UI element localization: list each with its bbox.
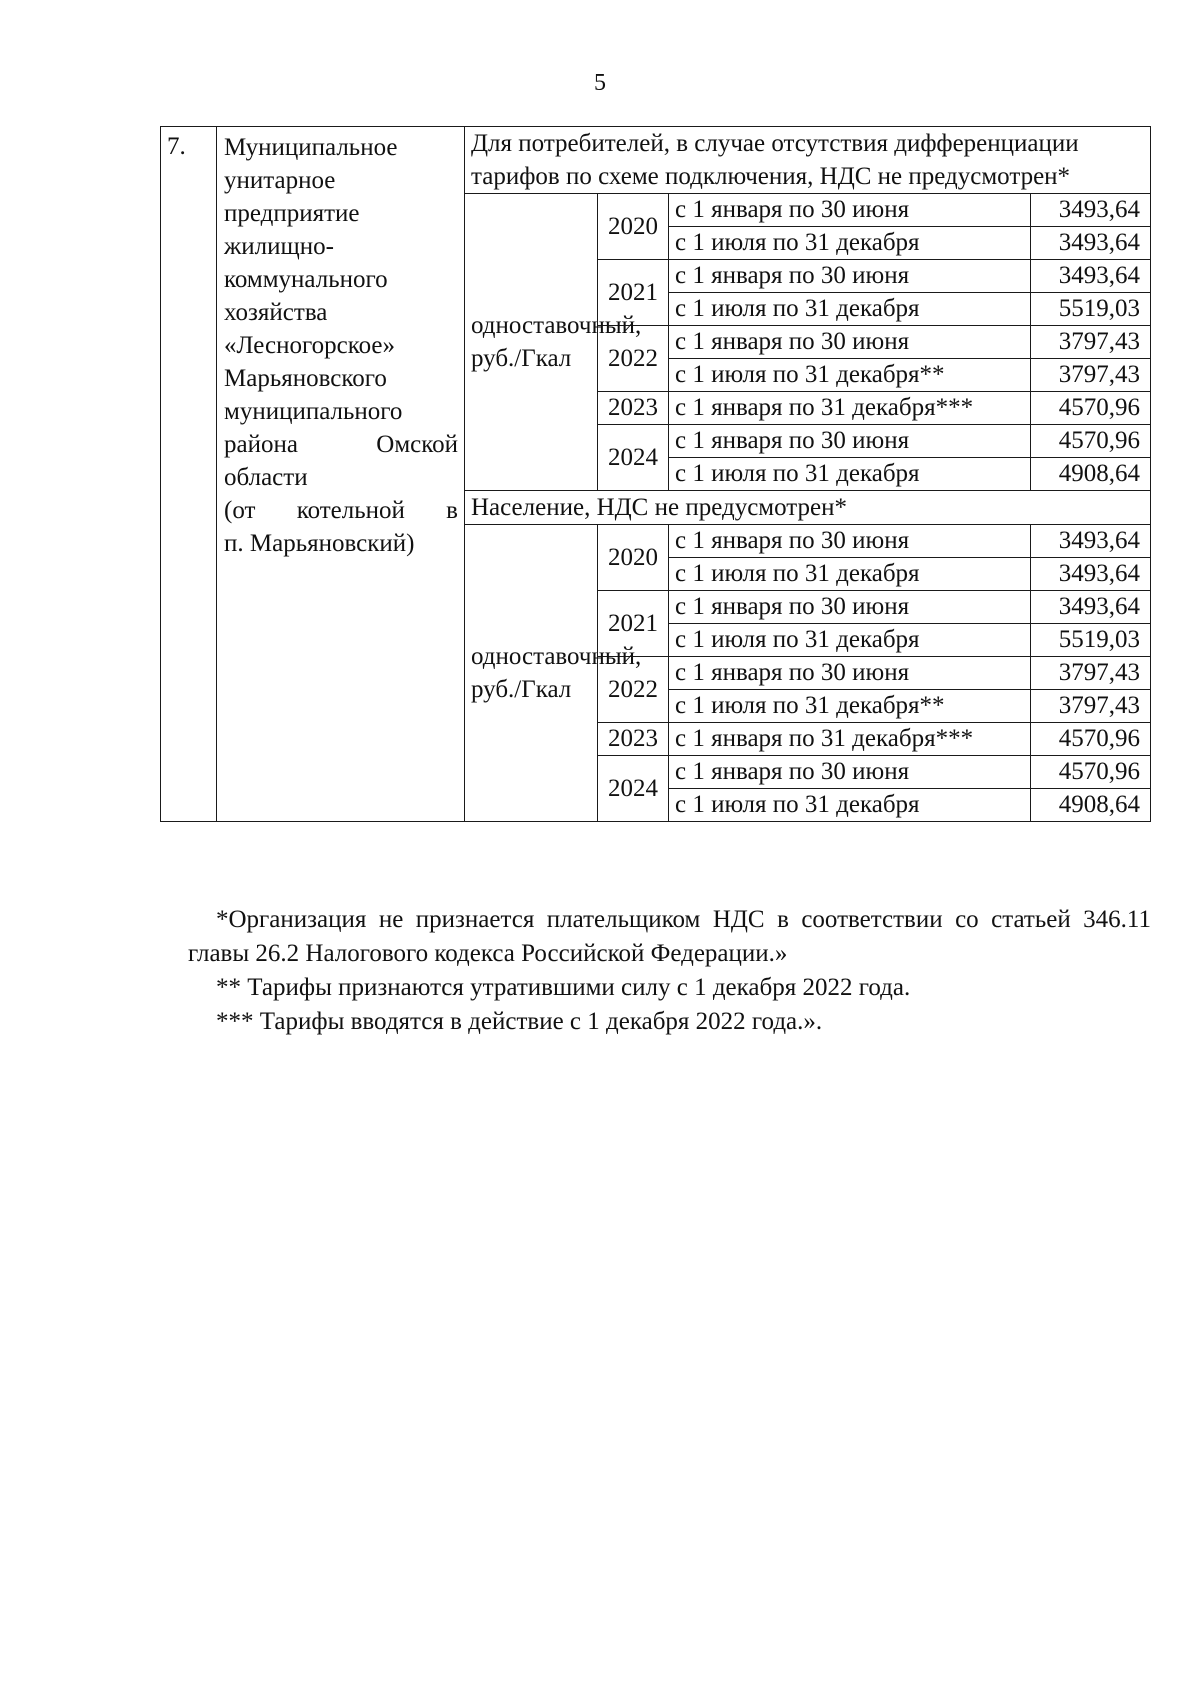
tariff-unit-cell: одноставочный, руб./Гкал (465, 525, 598, 822)
tariff-table (160, 126, 1151, 822)
period-cell: с 1 июля по 31 декабря (669, 458, 1031, 491)
tariff-value-cell: 3493,64 (1031, 227, 1151, 260)
tariff-value-cell: 3493,64 (1031, 260, 1151, 293)
period-cell: с 1 января по 31 декабря*** (669, 392, 1031, 425)
period-cell: с 1 января по 31 декабря*** (669, 723, 1031, 756)
tariff-unit-cell: одноставочный, руб./Гкал (465, 194, 598, 491)
organization-name-line: «Лесногорское» (224, 332, 395, 359)
year-cell: 2023 (598, 392, 669, 425)
group-heading-row (161, 127, 1151, 194)
group-heading: Население, НДС не предусмотрен* (465, 491, 1151, 525)
tariff-value-cell: 5519,03 (1031, 624, 1151, 657)
tariff-value-cell: 3797,43 (1031, 657, 1151, 690)
organization-name-line: коммунального (224, 266, 388, 293)
year-cell: 2024 (598, 756, 669, 822)
footnotes (188, 903, 1151, 1039)
tariff-value-cell: 3797,43 (1031, 690, 1151, 723)
period-cell: с 1 июля по 31 декабря (669, 293, 1031, 326)
period-cell: с 1 января по 30 июня (669, 260, 1031, 293)
tariff-value-cell: 4570,96 (1031, 392, 1151, 425)
tariff-value-cell: 3493,64 (1031, 558, 1151, 591)
period-cell: с 1 июля по 31 декабря (669, 558, 1031, 591)
organization-name-line: района Омской (224, 431, 458, 458)
tariff-value-cell: 4570,96 (1031, 723, 1151, 756)
tariff-value-cell: 4908,64 (1031, 789, 1151, 822)
year-cell: 2022 (598, 326, 669, 392)
year-cell: 2023 (598, 723, 669, 756)
organization-name-line: Муниципальное (224, 134, 398, 161)
tariff-value-cell: 4570,96 (1031, 756, 1151, 789)
period-cell: с 1 июля по 31 декабря** (669, 359, 1031, 392)
organization-name-line: предприятие (224, 200, 360, 227)
period-cell: с 1 июля по 31 декабря (669, 624, 1031, 657)
tariff-value-cell: 3493,64 (1031, 194, 1151, 227)
organization-name-line: унитарное (224, 167, 336, 194)
organization-name-line: п. Марьяновский) (224, 530, 415, 557)
period-cell: с 1 января по 30 июня (669, 756, 1031, 789)
row-number-cell: 7. (161, 127, 217, 822)
footnote-expired-tariffs: ** Тарифы признаются утратившими силу с 1 декабря 2022 года. (216, 974, 911, 1001)
period-cell: с 1 января по 30 июня (669, 326, 1031, 359)
tariff-value-cell: 3493,64 (1031, 525, 1151, 558)
period-cell: с 1 января по 30 июня (669, 657, 1031, 690)
year-cell: 2021 (598, 260, 669, 326)
year-cell: 2022 (598, 657, 669, 723)
period-cell: с 1 июля по 31 декабря** (669, 690, 1031, 723)
period-cell: с 1 января по 30 июня (669, 525, 1031, 558)
organization-name-line: муниципального (224, 398, 403, 425)
group-heading: Для потребителей, в случае отсутствия дифференциации тарифов по схеме подключения, НДС не предусмотрен* (465, 127, 1151, 194)
period-cell: с 1 января по 30 июня (669, 591, 1031, 624)
year-cell: 2020 (598, 194, 669, 260)
organization-name-line: хозяйства (224, 299, 328, 326)
organization-cell (217, 127, 465, 822)
year-cell: 2024 (598, 425, 669, 491)
organization-name-line: области (224, 464, 308, 491)
tariff-value-cell: 3797,43 (1031, 326, 1151, 359)
period-cell: с 1 июля по 31 декабря (669, 789, 1031, 822)
year-cell: 2021 (598, 591, 669, 657)
tariff-table-body (161, 127, 1151, 822)
tariff-value-cell: 3493,64 (1031, 591, 1151, 624)
tariff-value-cell: 5519,03 (1031, 293, 1151, 326)
organization-name-line: Марьяновского (224, 365, 387, 392)
period-cell: с 1 января по 30 июня (669, 425, 1031, 458)
period-cell: с 1 января по 30 июня (669, 194, 1031, 227)
footnote-new-tariffs: *** Тарифы вводятся в действие с 1 декабря 2022 года.». (216, 1008, 823, 1035)
period-cell: с 1 июля по 31 декабря (669, 227, 1031, 260)
page-number: 5 (594, 70, 606, 96)
tariff-value-cell: 4570,96 (1031, 425, 1151, 458)
tariff-value-cell: 4908,64 (1031, 458, 1151, 491)
organization-name-line: (от котельной в (224, 497, 458, 524)
organization-name-line: жилищно- (224, 233, 334, 260)
year-cell: 2020 (598, 525, 669, 591)
tariff-value-cell: 3797,43 (1031, 359, 1151, 392)
footnote-vat: *Организация не признается плательщиком НДС в соответствии со статьей 346.11 главы 26.2 Налогового кодекса Российской Федерации.» (188, 906, 1151, 967)
